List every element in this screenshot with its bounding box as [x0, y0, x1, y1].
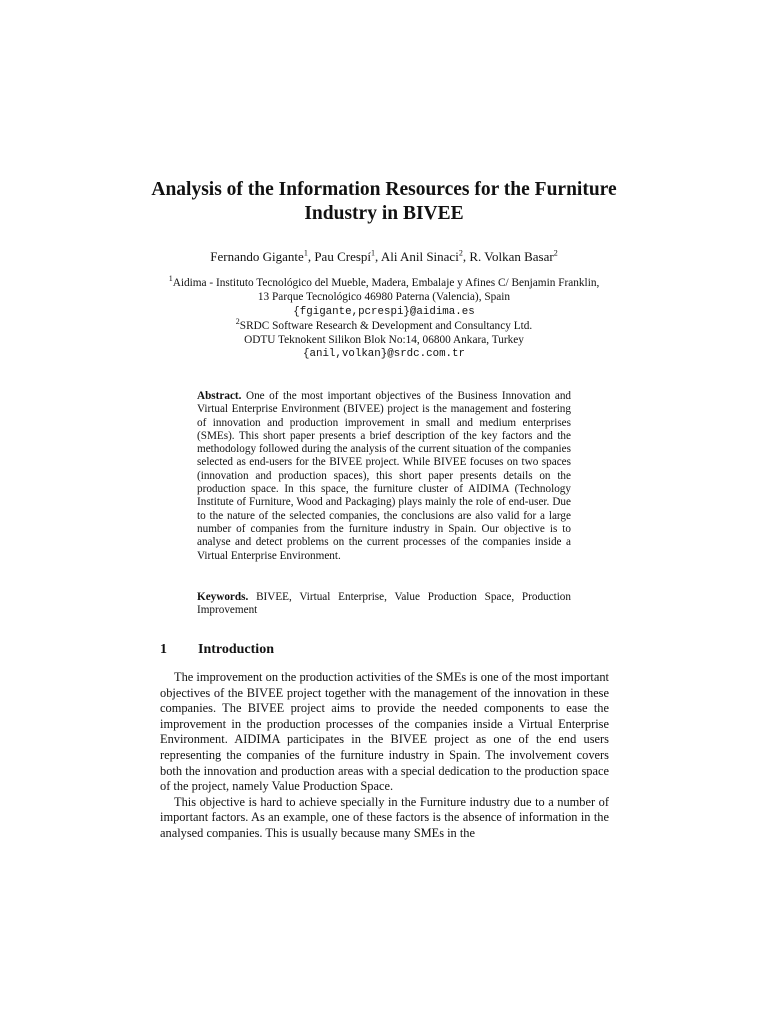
section-heading — [160, 641, 274, 659]
section-title: Introduction — [198, 642, 274, 657]
author-name: Pau Crespí — [314, 249, 372, 264]
author-name: Fernando Gigante — [210, 249, 304, 264]
keywords-text: BIVEE, Virtual Enterprise, Value Production Space, Production Improvement — [197, 591, 571, 617]
author — [314, 249, 381, 264]
author-separator: , — [307, 249, 315, 264]
abstract-label: Abstract. — [197, 390, 242, 402]
section-number: 1 — [160, 642, 167, 657]
author-affil-marker: 1 — [371, 248, 376, 258]
section-body — [160, 670, 609, 842]
affiliations — [140, 276, 628, 362]
affiliation-1-line-1 — [140, 276, 628, 290]
author — [381, 249, 470, 264]
abstract-text: One of the most important objectives of the Business Innovation and Virtual Enterprise Environment (BIVEE) project is the management and fostering of innovation and production improvement in small and medium enterprises (SMEs). This short paper presents a brief description of the key factors and the methodology followed during the analysis of the current situation of the companies selected as end-users for the BIVEE project. While BIVEE focuses on two spaces (innovation and production spaces), this short paper presents details on the production space. In this space, the furniture cluster of AIDIMA (Technology Institute of Furniture, Wood and Packaging) plays mainly the role of end-user. Due to the nature of the selected companies, the conclusions are also valid for a large number of companies from the furniture industry in Spain. Our objective is to analyse and detect problems on the current processes of the companies inside a Virtual Enterprise Environment. — [197, 390, 572, 562]
author — [469, 249, 557, 264]
affiliation-1-email: {fgigante,pcrespi}@aidima.es — [293, 305, 475, 318]
affiliation-1-line-2: 13 Parque Tecnológico 46980 Paterna (Valencia), Spain — [257, 291, 511, 304]
author-name: Ali Anil Sinaci — [380, 249, 459, 264]
author-affil-marker: 1 — [303, 248, 308, 258]
affiliation-2-email: {anil,volkan}@srdc.com.tr — [303, 348, 465, 361]
affiliation-text: Aidima - Instituto Tecnológico del Mueble, Madera, Embalaje y Afines C/ Benjamin Franklin, — [172, 277, 600, 289]
affiliation-2-line-1 — [140, 319, 628, 333]
author-affil-marker: 2 — [553, 248, 558, 258]
keywords — [197, 591, 571, 618]
author-separator: , — [462, 249, 470, 264]
keywords-label: Keywords. — [197, 591, 249, 603]
paragraph: The improvement on the production activities of the SMEs is one of the most important objectives of the BIVEE project together with the management of the innovation in these companies. The BIVEE project aims to provide the needed components to ease the improvement in the production processes of the companies inside a Virtual Enterprise Environment. AIDIMA participates in the BIVEE project as one of the end users representing the companies of the furniture industry in Spain. The involvement covers both the innovation and production areas with a special dedication to the production space of the project, namely Value Production Space. — [160, 670, 609, 794]
affiliation-marker: 2 — [235, 317, 240, 327]
author-name: R. Volkan Basar — [469, 249, 554, 264]
abstract — [197, 390, 571, 563]
author — [210, 249, 314, 264]
author-affil-marker: 2 — [458, 248, 463, 258]
paper-title: Analysis of the Information Resources for the Furniture Industry in BIVEE — [151, 179, 617, 224]
affiliation-marker: 1 — [168, 274, 173, 284]
author-separator: , — [375, 249, 381, 264]
author-list — [100, 249, 668, 265]
affiliation-text: SRDC Software Research & Development and Consultancy Ltd. — [239, 319, 533, 332]
affiliation-2-line-2: ODTU Teknokent Silikon Blok No:14, 06800 Ankara, Turkey — [244, 334, 524, 347]
paragraph: This objective is hard to achieve specially in the Furniture industry due to a number of important factors. As an example, one of these factors is the absence of information in the analysed companies. This is usually because many SMEs in the — [160, 794, 609, 840]
